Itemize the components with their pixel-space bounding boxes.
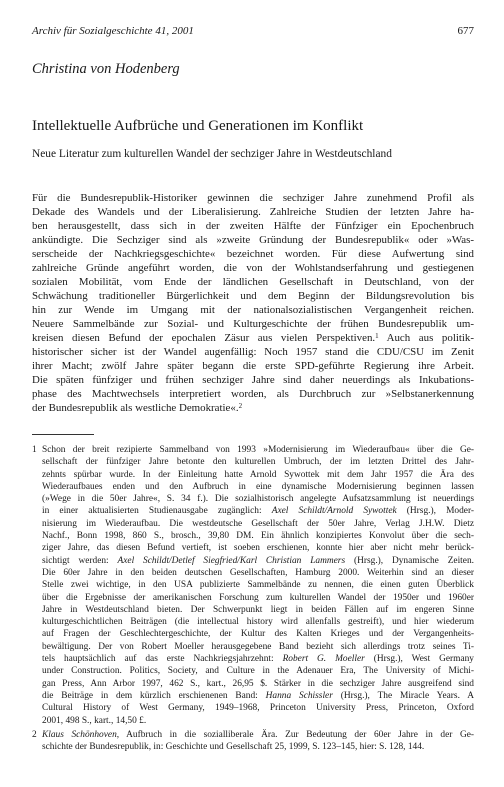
body-line xyxy=(32,331,474,345)
body-line-text: historischer xyxy=(32,346,91,358)
footnote-line xyxy=(42,505,474,517)
footnote-number: 1 xyxy=(32,445,37,455)
article-title: Intellektuelle Aufbrüche und Generationen im Konflikt xyxy=(32,118,364,134)
cited-author: Axel Schildt/Arnold Sywottek xyxy=(271,506,397,517)
footnote-line: Stelle zwei wichtige, in den USA publizierte Sammelbände zu nennen, die einen guten Überblick xyxy=(42,580,474,591)
cited-author: Robert G. Moeller xyxy=(282,654,365,665)
footnote-line: gan Press, Ann Arbor 1997, 462 S., kart., 26,95 $. Stärker in die sechziger Jahre ausgreifend sind xyxy=(42,678,474,689)
body-paragraph xyxy=(32,191,474,415)
body-line: Für die Bundesrepublik-Historiker gewinnen die sechziger Jahre zunehmend Profil als xyxy=(32,192,474,204)
footnote-text: , Aufbruch in die sozialliberale Ära. Zur Bedeutung der 60er Jahre in der Ge- xyxy=(116,729,474,740)
footnote-text: (Hrsg.), The Miracle Years. A xyxy=(332,690,475,701)
body-line xyxy=(32,401,474,415)
footnotes xyxy=(32,444,474,753)
body-line: Dekade des Wandels und der Liberalisierung. Zahlreiche Studien der letzten Jahre ha- xyxy=(32,206,474,218)
footnote-line: Schon der breit rezipierte Sammelband von 1993 »Modernisierung im Wiederaufbau« über die Ge- xyxy=(42,445,474,455)
body-line-text: sicher ist der Wandel augenfällig: Noch 1957 stand die CDU/CSU im Zenit xyxy=(90,346,474,358)
footnote-number: 2 xyxy=(32,729,37,740)
body-line-text: der Bundesrepublik als westliche Demokratie«. xyxy=(32,402,239,414)
footnote-1 xyxy=(32,444,474,727)
footnote-line: über die Ergebnisse der amerikanischen Forschung zum kulturellen Wandel der 1950er und 1960er xyxy=(42,592,474,603)
footnote-line: 2001, 498 S., kart., 14,50 £. xyxy=(42,715,147,726)
footnote-separator xyxy=(32,434,94,435)
footnote-line: schichte der Bundesrepublik, in: Geschichte und Gesellschaft 25, 1999, S. 123–145, hier: S. 128, 144. xyxy=(42,742,425,753)
footnote-text: (Hrsg.), West Germany xyxy=(364,654,474,665)
body-line: phase des Machtwechsels interpretiert worden, als Durchbruch zur »Selbstanerkennung xyxy=(32,388,474,400)
footnote-line: Cultural History of West Germany, 1949–1968, Princeton University Press, Princeton, Oxford xyxy=(42,703,474,714)
body-line: ben herausgestellt, dass sich in der zweiten Hälfte der Fünfziger ein Epochenbruch xyxy=(32,220,474,232)
cited-author: Hanna Schissler xyxy=(265,690,333,701)
body-line: Die späten fünfziger und frühen sechziger Jahre sind daher neuerdings als Inkubations- xyxy=(32,374,474,386)
body-line-text: kreisen diesen Befund der epochalen Zäsur aus vielen Perspektiven. xyxy=(32,332,376,344)
article-subtitle: Neue Literatur zum kulturellen Wandel der sechziger Jahre in Westdeutschland xyxy=(32,148,392,160)
running-header xyxy=(32,24,474,38)
footnote-line: under Construction. Politics, Society, and Culture in the Adenauer Era, The University of Michi- xyxy=(42,666,474,677)
journal-citation: Archiv für Sozialgeschichte 41, 2001 xyxy=(32,25,194,37)
footnote-ref-1[interactable]: 1 xyxy=(375,332,379,340)
footnote-line: zehnts spürbar wurde. In der Einleitung hatte Arnold Sywottek mit dem Jahr 1957 die Ära des xyxy=(42,469,474,480)
footnote-text: (Hrsg.), Dynamische Zeiten. xyxy=(345,555,474,566)
footnote-line: ziger Jahre, das diesen Befund vertieft, ist soeben erschienen, konnte hier aber nicht mehr berück- xyxy=(42,543,474,554)
footnote-text: tels hauptsächlich auf das erste Nachkriegsjahrzehnt: xyxy=(42,654,283,665)
body-line: Neuere Sammelbände zur Sozial- und Kulturgeschichte der frühen Bundesrepublik um- xyxy=(32,318,474,330)
footnote-line: sellschaft der fünfziger Jahre betonte den kulturellen Umbruch, der im letzten Drittel des Jahr- xyxy=(42,457,474,468)
footnote-text: (Hrsg.), Moder- xyxy=(396,506,474,517)
footnote-line: Wiederaufbaues enden und den Aufbruch in eine dynamische Modernisierung beginnen lassen xyxy=(42,481,474,492)
body-line: Schwächung traditioneller Bürgerlichkeit und dem Beginn der Bildungsrevolution bis xyxy=(32,290,474,302)
body-line: hin zur Wende im Umgang mit der nationalsozialistischen Vergangenheit reichen. xyxy=(32,304,474,316)
footnote-ref-2[interactable]: 2 xyxy=(238,402,243,410)
body-line xyxy=(32,345,474,359)
footnote-text: die Beiträge in dem kürzlich erschienenen Band: xyxy=(42,690,266,701)
footnote-line xyxy=(42,653,474,665)
body-line: serscheide der Nachkriegsgeschichte« bezeichnet worden. Für diese Aufwertung sind xyxy=(32,248,474,260)
footnote-line: Jahre in Westdeutschland bieten. Der Schwerpunkt liegt in beiden Fällen auf im engeren Sinne xyxy=(42,604,474,615)
body-line: zahlreiche Gründe angeführt worden, die von der Wohlstandserfahrung und gestiegenen xyxy=(32,262,474,274)
footnote-line: kulturgeschichtlichen Beiträgen (die intellectual history wird allenfalls gestreift), und hier wiederum xyxy=(42,617,474,628)
cited-author: Axel Schildt/Detlef Siegfried/Karl Christian Lammers xyxy=(117,555,346,566)
footnote-line: auf Fragen der Geschlechtergeschichte, der Kultur des Kalten Krieges und der Vergangenheits- xyxy=(42,629,474,640)
footnote-line: Nachf., Bonn 1998, 860 S., brosch., 39,80 DM. Ein ähnlich konzipiertes Konvolut über die sech- xyxy=(42,531,474,542)
article-author: Christina von Hodenberg xyxy=(32,61,180,77)
body-line: ankündigte. Die Sechziger sind als »zweite Gründung der Bundesrepublik« oder »Was- xyxy=(32,234,474,246)
footnote-text: in einer aktualisierten Studienausgabe zugänglich: xyxy=(42,506,272,517)
footnote-line: (»Wege in die 50er Jahre«, S. 34 f.). Die sozialhistorisch angelegte Aufsatzsammlung ist neuerdings xyxy=(42,494,474,505)
footnote-line xyxy=(42,690,474,702)
footnote-line xyxy=(42,555,474,567)
cited-author: Klaus Schönhoven xyxy=(42,729,117,740)
footnote-2 xyxy=(32,729,474,754)
footnote-line: Die 60er Jahre in den beiden deutschen Gesellschaften, Hamburg 2000. Weiterhin sind an dieser xyxy=(42,567,474,578)
footnote-text: sichtigt werden: xyxy=(42,555,118,566)
footnote-line: nisierung im Wiederaufbau. Die westdeutsche Gesellschaft der 50er Jahre, Verlag J.H.W. Dietz xyxy=(42,518,474,529)
footnote-line: bewältigung. Der von Robert Moeller herausgegebene Band bezieht sich allerdings trotz seines Ti- xyxy=(42,641,474,652)
footnote-line xyxy=(42,729,474,741)
body-line-text: Auch aus politik- xyxy=(378,332,474,344)
body-line: ihrer Macht; zwölf Jahre später begann die erste SPD-geführte Regierung ihre Arbeit. xyxy=(32,360,474,372)
page-number: 677 xyxy=(457,25,474,37)
body-line: sozialen Mobilität, vom Ende der ländlichen Gesellschaft in Deutschland, von der xyxy=(32,276,474,288)
